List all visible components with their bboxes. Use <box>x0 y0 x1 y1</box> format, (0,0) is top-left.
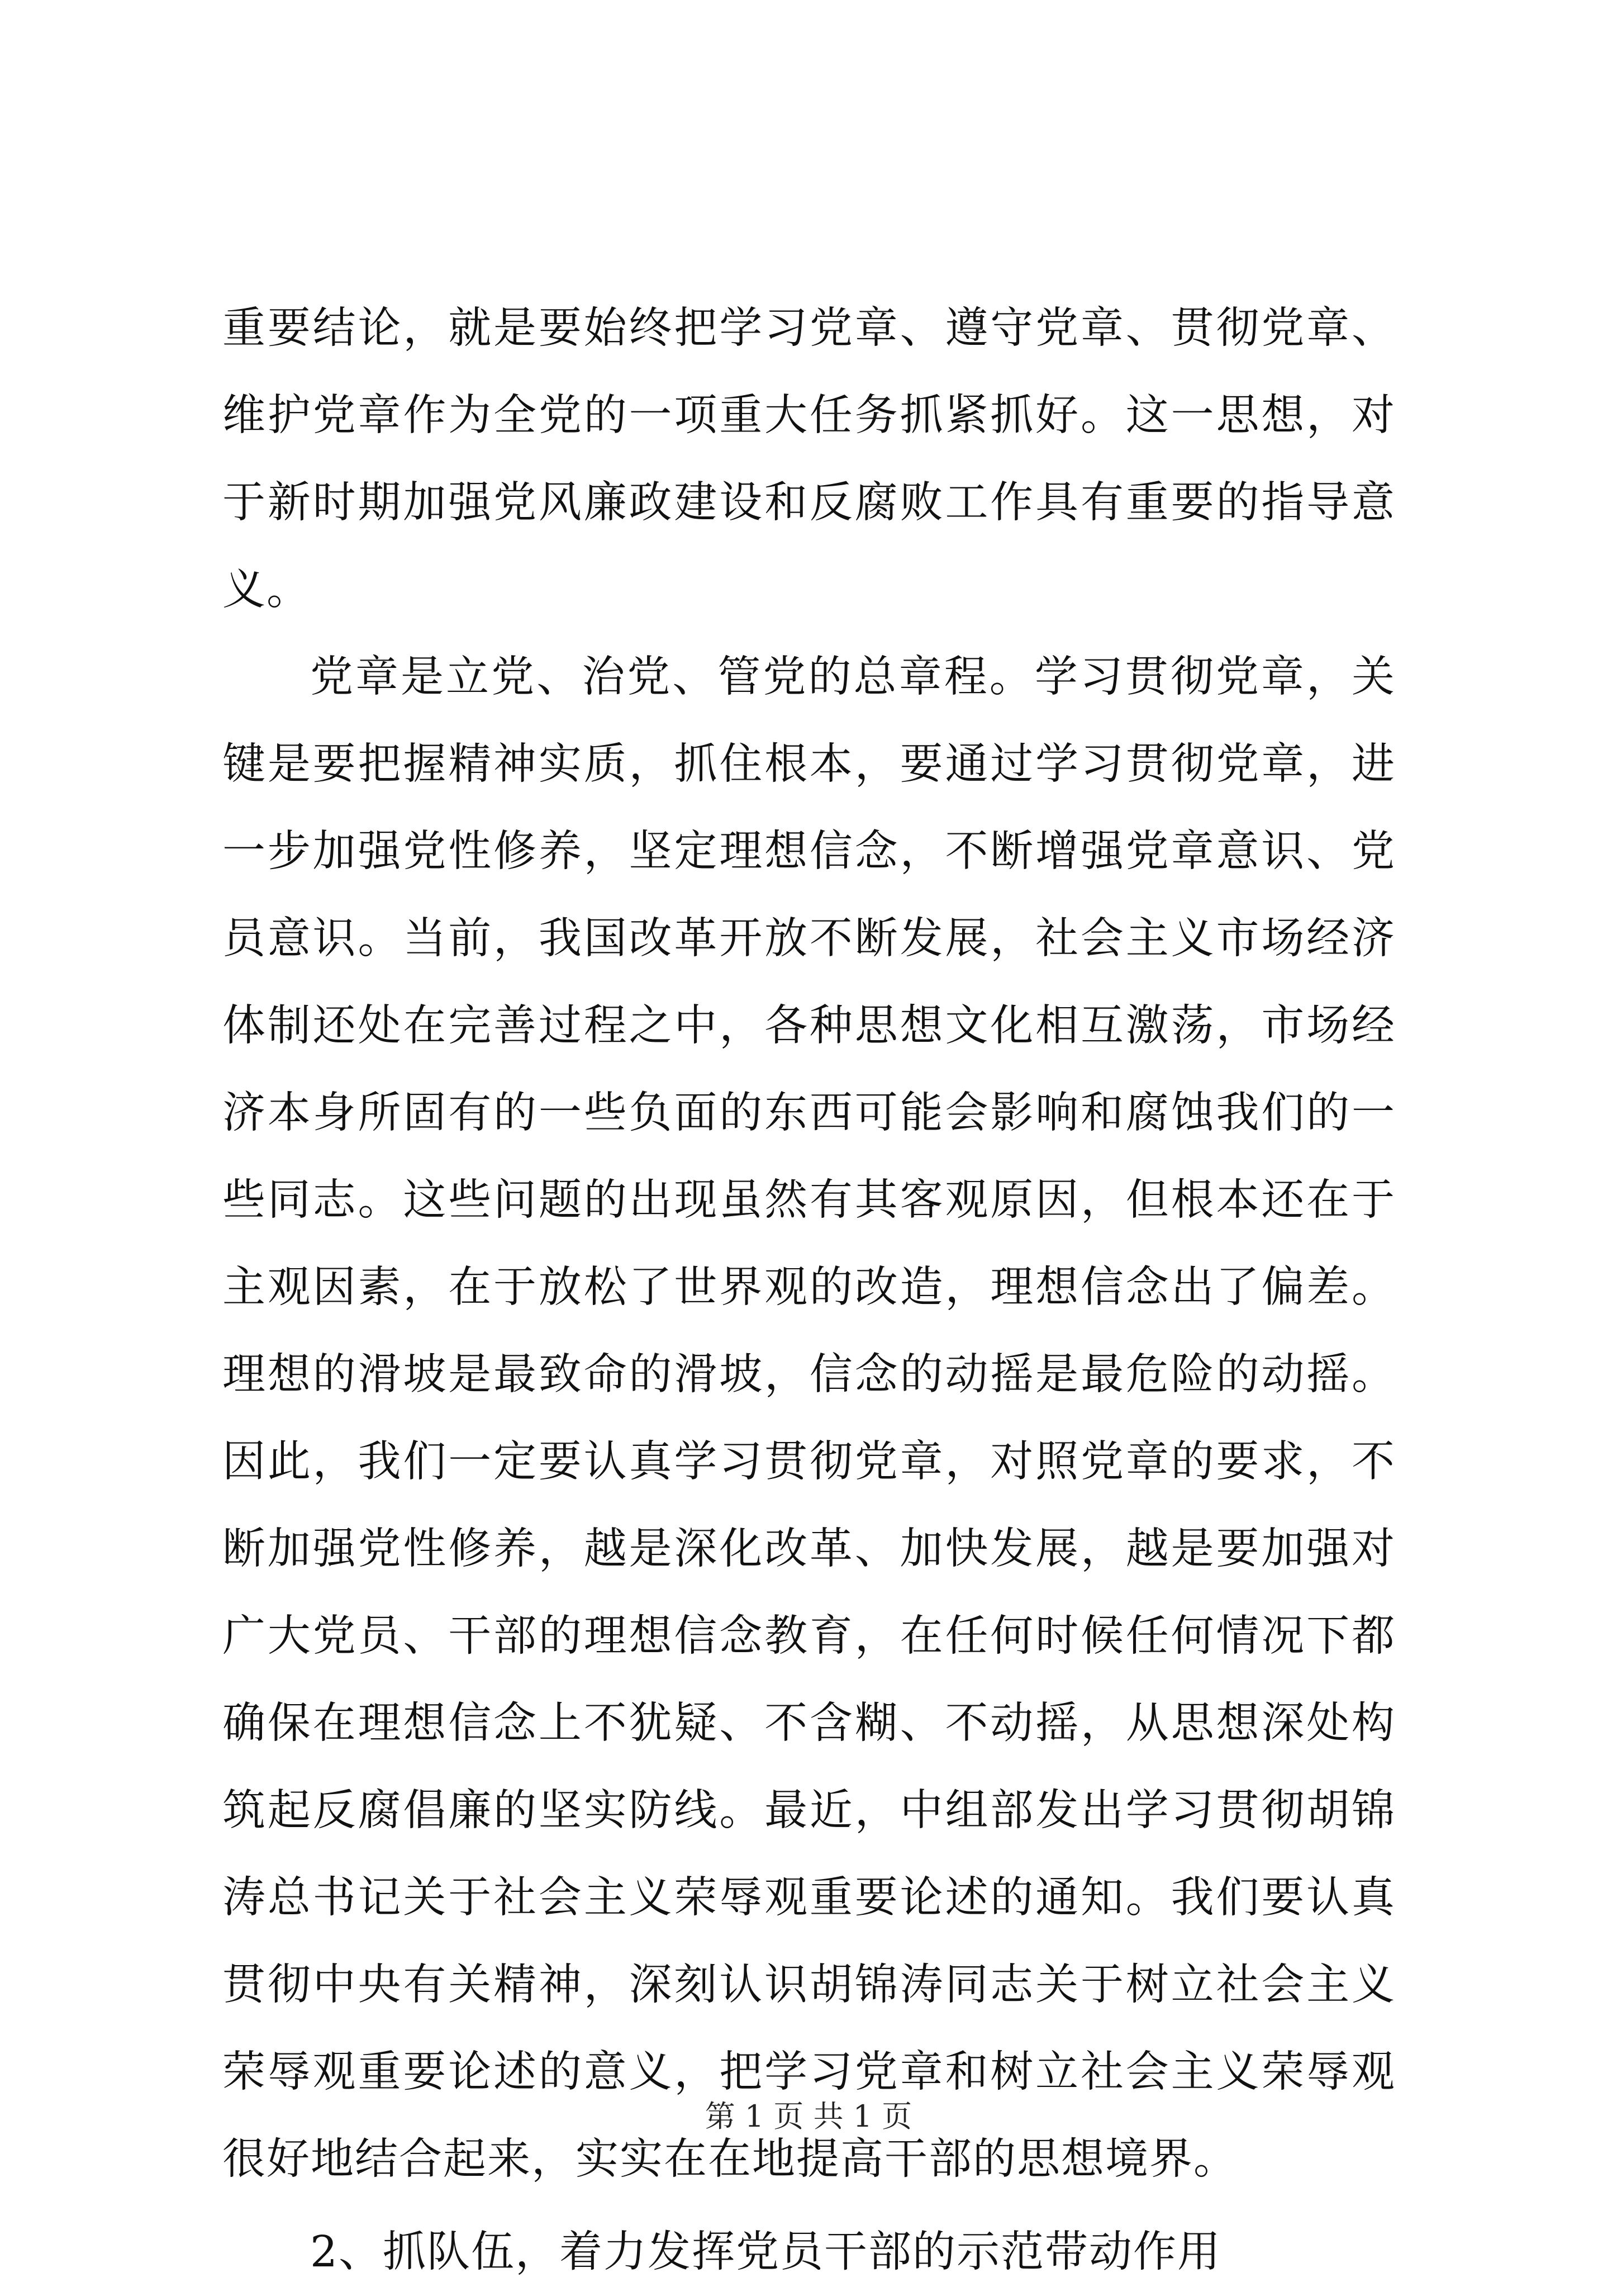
document-body <box>222 285 1396 2296</box>
paragraph-party-constitution: 党章是立党、治党、管党的总章程。学习贯彻党章，关键是要把握精神实质，抓住根本，要通过学习贯彻党章，进一步加强党性修养，坚定理想信念，不断增强党章意识、党员意识。当前，我国改革开放不断发展，社会主义市场经济体制还处在完善过程之中，各种思想文化相互激荡，市场经济本身所固有的一些负面的东西可能会影响和腐蚀我们的一些同志。这些问题的出现虽然有其客观原因，但根本还在于主观因素，在于放松了世界观的改造，理想信念出了偏差。理想的滑坡是最致命的滑坡，信念的动摇是最危险的动摇。因此，我们一定要认真学习贯彻党章，对照党章的要求，不断加强党性修养，越是深化改革、加快发展，越是要加强对广大党员、干部的理想信念教育，在任何时候任何情况下都确保在理想信念上不犹疑、不含糊、不动摇，从思想深处构筑起反腐倡廉的坚实防线。最近，中组部发出学习贯彻胡锦涛总书记关于社会主义荣辱观重要论述的通知。我们要认真贯彻中央有关精神，深刻认识胡锦涛同志关于树立社会主义荣辱观重要论述的意义，把学习党章和树立社会主义荣辱观很好地结合起来，实实在在地提高干部的思想境界。 <box>222 652 1396 2184</box>
paragraph-continuation: 重要结论，就是要始终把学习党章、遵守党章、贯彻党章、维护党章作为全党的一项重大任务抓紧抓好。这一思想，对于新时期加强党风廉政建设和反腐败工作具有重要的指导意义。 <box>222 303 1396 615</box>
page-number-footer: 第 1 页 共 1 页 <box>705 2099 912 2134</box>
section-heading: 2、抓队伍，着力发挥党员干部的示范带动作用 <box>310 2227 1221 2277</box>
